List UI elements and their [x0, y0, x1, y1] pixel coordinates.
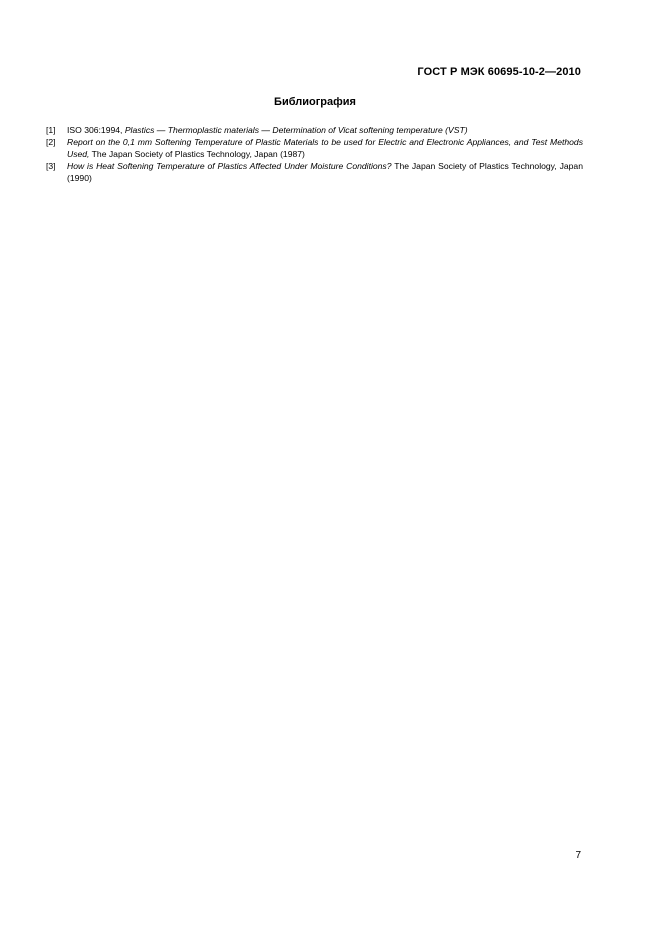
document-header-code: ГОСТ Р МЭК 60695-10-2—2010	[417, 66, 581, 78]
bibliography-item-1	[46, 124, 583, 136]
bibliography-title: How is Heat Softening Temperature of Plastics Affected Under Moisture Conditions?	[67, 161, 392, 171]
bibliography-source: The Japan Society of Plastics Technology, Japan (1987)	[89, 149, 305, 159]
bibliography-lead: ISO 306:1994,	[67, 125, 125, 135]
bibliography-number: [3]	[46, 161, 56, 171]
bibliography-item-3	[46, 160, 583, 184]
bibliography-list	[46, 124, 583, 184]
section-title: Библиография	[274, 96, 356, 108]
bibliography-source: The Japan Society of Plastics Technology, Japan (1990)	[67, 161, 583, 183]
bibliography-title: Report on the 0,1 mm Softening Temperature of Plastic Materials to be used for Electric and Electronic Appliances, and Test Methods Used,	[67, 137, 583, 159]
bibliography-number: [1]	[46, 125, 56, 135]
bibliography-item-2	[46, 136, 583, 160]
bibliography-title: Plastics — Thermoplastic materials — Determination of Vicat softening temperature (VST)	[124, 125, 468, 135]
page-number: 7	[575, 850, 581, 861]
bibliography-number: [2]	[46, 137, 56, 147]
